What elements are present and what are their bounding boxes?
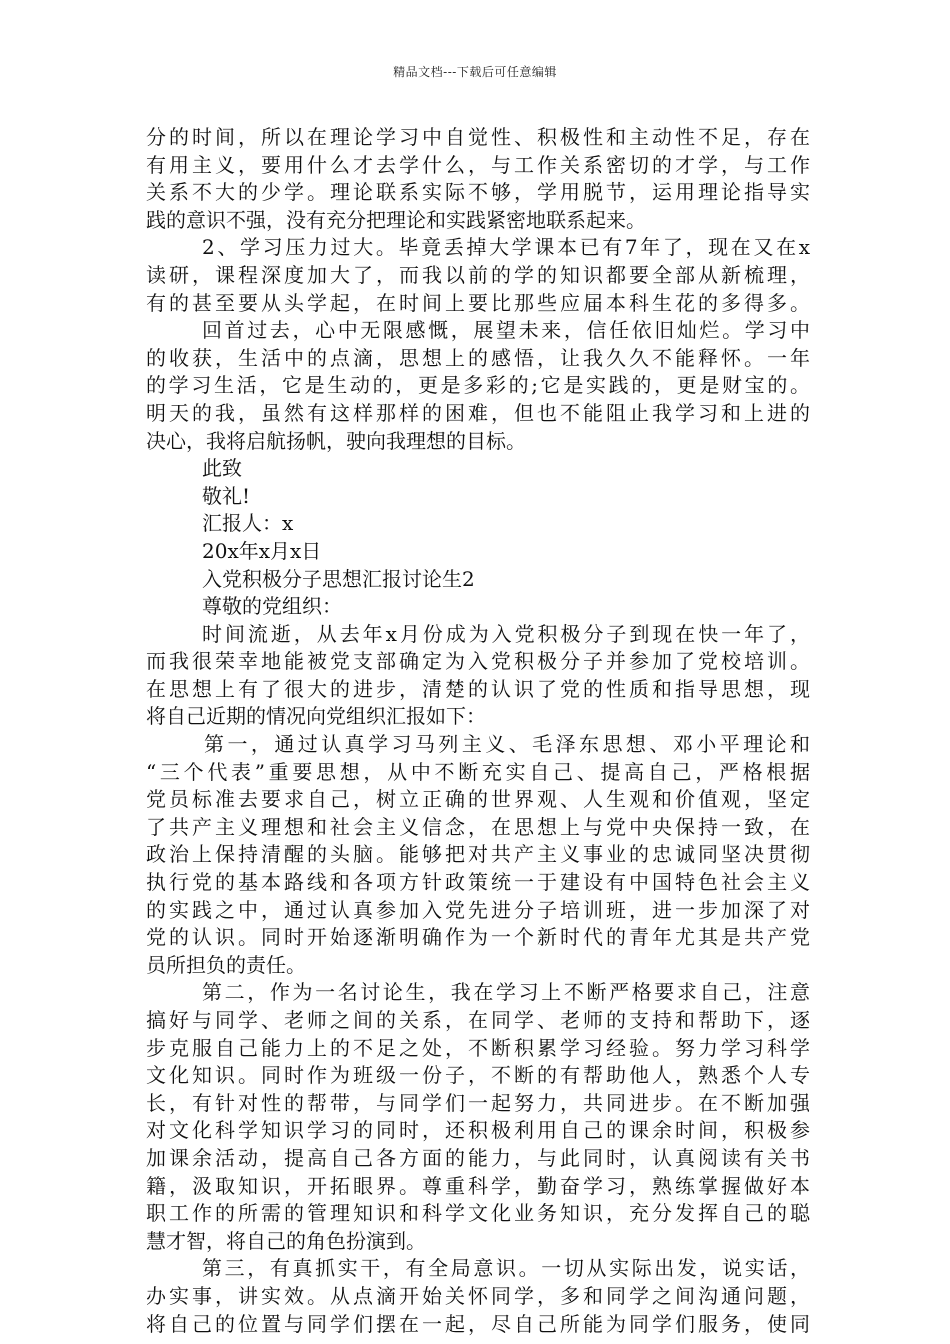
text-line: 汇报人：x	[202, 511, 294, 536]
text-line: “三个代表”重要思想，从中不断充实自己、提高自己，严格根据	[146, 759, 810, 784]
text-line: 搞好与同学、老师之间的关系，在同学、老师的支持和帮助下，逐	[146, 1008, 810, 1032]
text-line: 有用主义，要用什么才去学什么，与工作关系密切的才学，与工作	[146, 152, 810, 177]
text-line: 步克服自己能力上的不足之处，不断积累学习经验。努力学习科学	[146, 1035, 810, 1060]
text-line: 此致	[202, 456, 242, 481]
text-line: 了共产主义理想和社会主义信念，在思想上与党中央保持一致，在	[146, 814, 810, 839]
text-line: 职工作的所需的管理知识和科学文化业务知识，充分发挥自己的聪	[146, 1201, 810, 1226]
text-line: 第一，通过认真学习马列主义、毛泽东思想、邓小平理论和	[204, 732, 810, 757]
text-line: 分的时间，所以在理论学习中自觉性、积极性和主动性不足，存在	[146, 125, 810, 149]
text-line: 而我很荣幸地能被党支部确定为入党积极分子并参加了党校培训。	[146, 649, 810, 674]
text-line: 文化知识。同时作为班级一份子，不断的有帮助他人，熟悉个人专	[146, 1063, 810, 1088]
text-line: 籍，汲取知识，开拓眼界。尊重科学，勤奋学习，熟练掌握做好本	[146, 1173, 810, 1198]
text-line: 时间流逝，从去年x月份成为入党积极分子到现在快一年了，	[202, 621, 810, 646]
text-line: 尊敬的党组织：	[202, 594, 342, 619]
document-body	[146, 124, 810, 1338]
text-line: 员所担负的责任。	[146, 952, 306, 977]
text-line: 办实事，讲实效。从点滴开始关怀同学，多和同学之间沟通问题，	[146, 1283, 810, 1308]
text-line: 读研，课程深度加大了，而我以前的学的知识都要全部从新梳理，	[146, 262, 810, 287]
text-line: 党的认识。同时开始逐渐明确作为一个新时代的青年尤其是共产党	[146, 925, 810, 950]
text-line: 敬礼!	[202, 483, 251, 508]
text-line: 决心，我将启航扬帆，驶向我理想的目标。	[146, 428, 526, 453]
text-line: 践的意识不强，没有充分把理论和实践紧密地联系起来。	[146, 207, 646, 232]
text-line: 明天的我，虽然有这样那样的困难，但也不能阻止我学习和上进的	[146, 400, 810, 425]
text-line: 2、学习压力过大。毕竟丢掉大学课本已有7年了，现在又在x	[202, 235, 810, 260]
text-line: 第三，有真抓实干，有全局意识。一切从实际出发，说实话，	[202, 1256, 810, 1281]
text-line: 政治上保持清醒的头脑。能够把对共产主义事业的忠诚同坚决贯彻	[146, 842, 810, 867]
page-header: 精品文档---下载后可任意编辑	[393, 65, 557, 79]
text-line: 20x年x月x日	[202, 538, 322, 563]
text-line: 第二，作为一名讨论生，我在学习上不断严格要求自己，注意	[202, 980, 810, 1005]
text-line: 长，有针对性的帮带，与同学们一起努力，共同进步。在不断加强	[146, 1090, 810, 1115]
text-line: 党员标准去要求自己，树立正确的世界观、人生观和价值观，坚定	[146, 787, 810, 812]
text-line: 执行党的基本路线和各项方针政策统一于建设有中国特色社会主义	[146, 870, 810, 895]
text-line: 回首过去，心中无限感慨，展望未来，信任依旧灿烂。学习中	[202, 318, 810, 343]
text-line: 入党积极分子思想汇报讨论生2	[202, 566, 475, 591]
text-line: 将自己近期的情况向党组织汇报如下：	[146, 704, 486, 729]
text-line: 对文化科学知识学习的同时，还积极利用自己的课余时间，积极参	[146, 1118, 810, 1143]
text-line: 在思想上有了很大的进步，清楚的认识了党的性质和指导思想，现	[146, 676, 810, 701]
text-line: 的实践之中，通过认真参加入党先进分子培训班，进一步加深了对	[146, 897, 810, 922]
text-line: 有的甚至要从头学起，在时间上要比那些应届本科生花的多得多。	[146, 290, 810, 315]
text-line: 将自己的位置与同学们摆在一起，尽自己所能为同学们服务，使同	[146, 1311, 810, 1336]
text-line: 的收获，生活中的点滴，思想上的感悟，让我久久不能释怀。一年	[146, 345, 810, 370]
text-line: 关系不大的少学。理论联系实际不够，学用脱节，运用理论指导实	[146, 180, 810, 205]
text-line: 慧才智，将自己的角色扮演到。	[146, 1228, 426, 1253]
text-line: 的学习生活，它是生动的，更是多彩的;它是实践的，更是财宝的。	[146, 373, 810, 398]
text-line: 加课余活动，提高自己各方面的能力，与此同时，认真阅读有关书	[146, 1145, 810, 1170]
